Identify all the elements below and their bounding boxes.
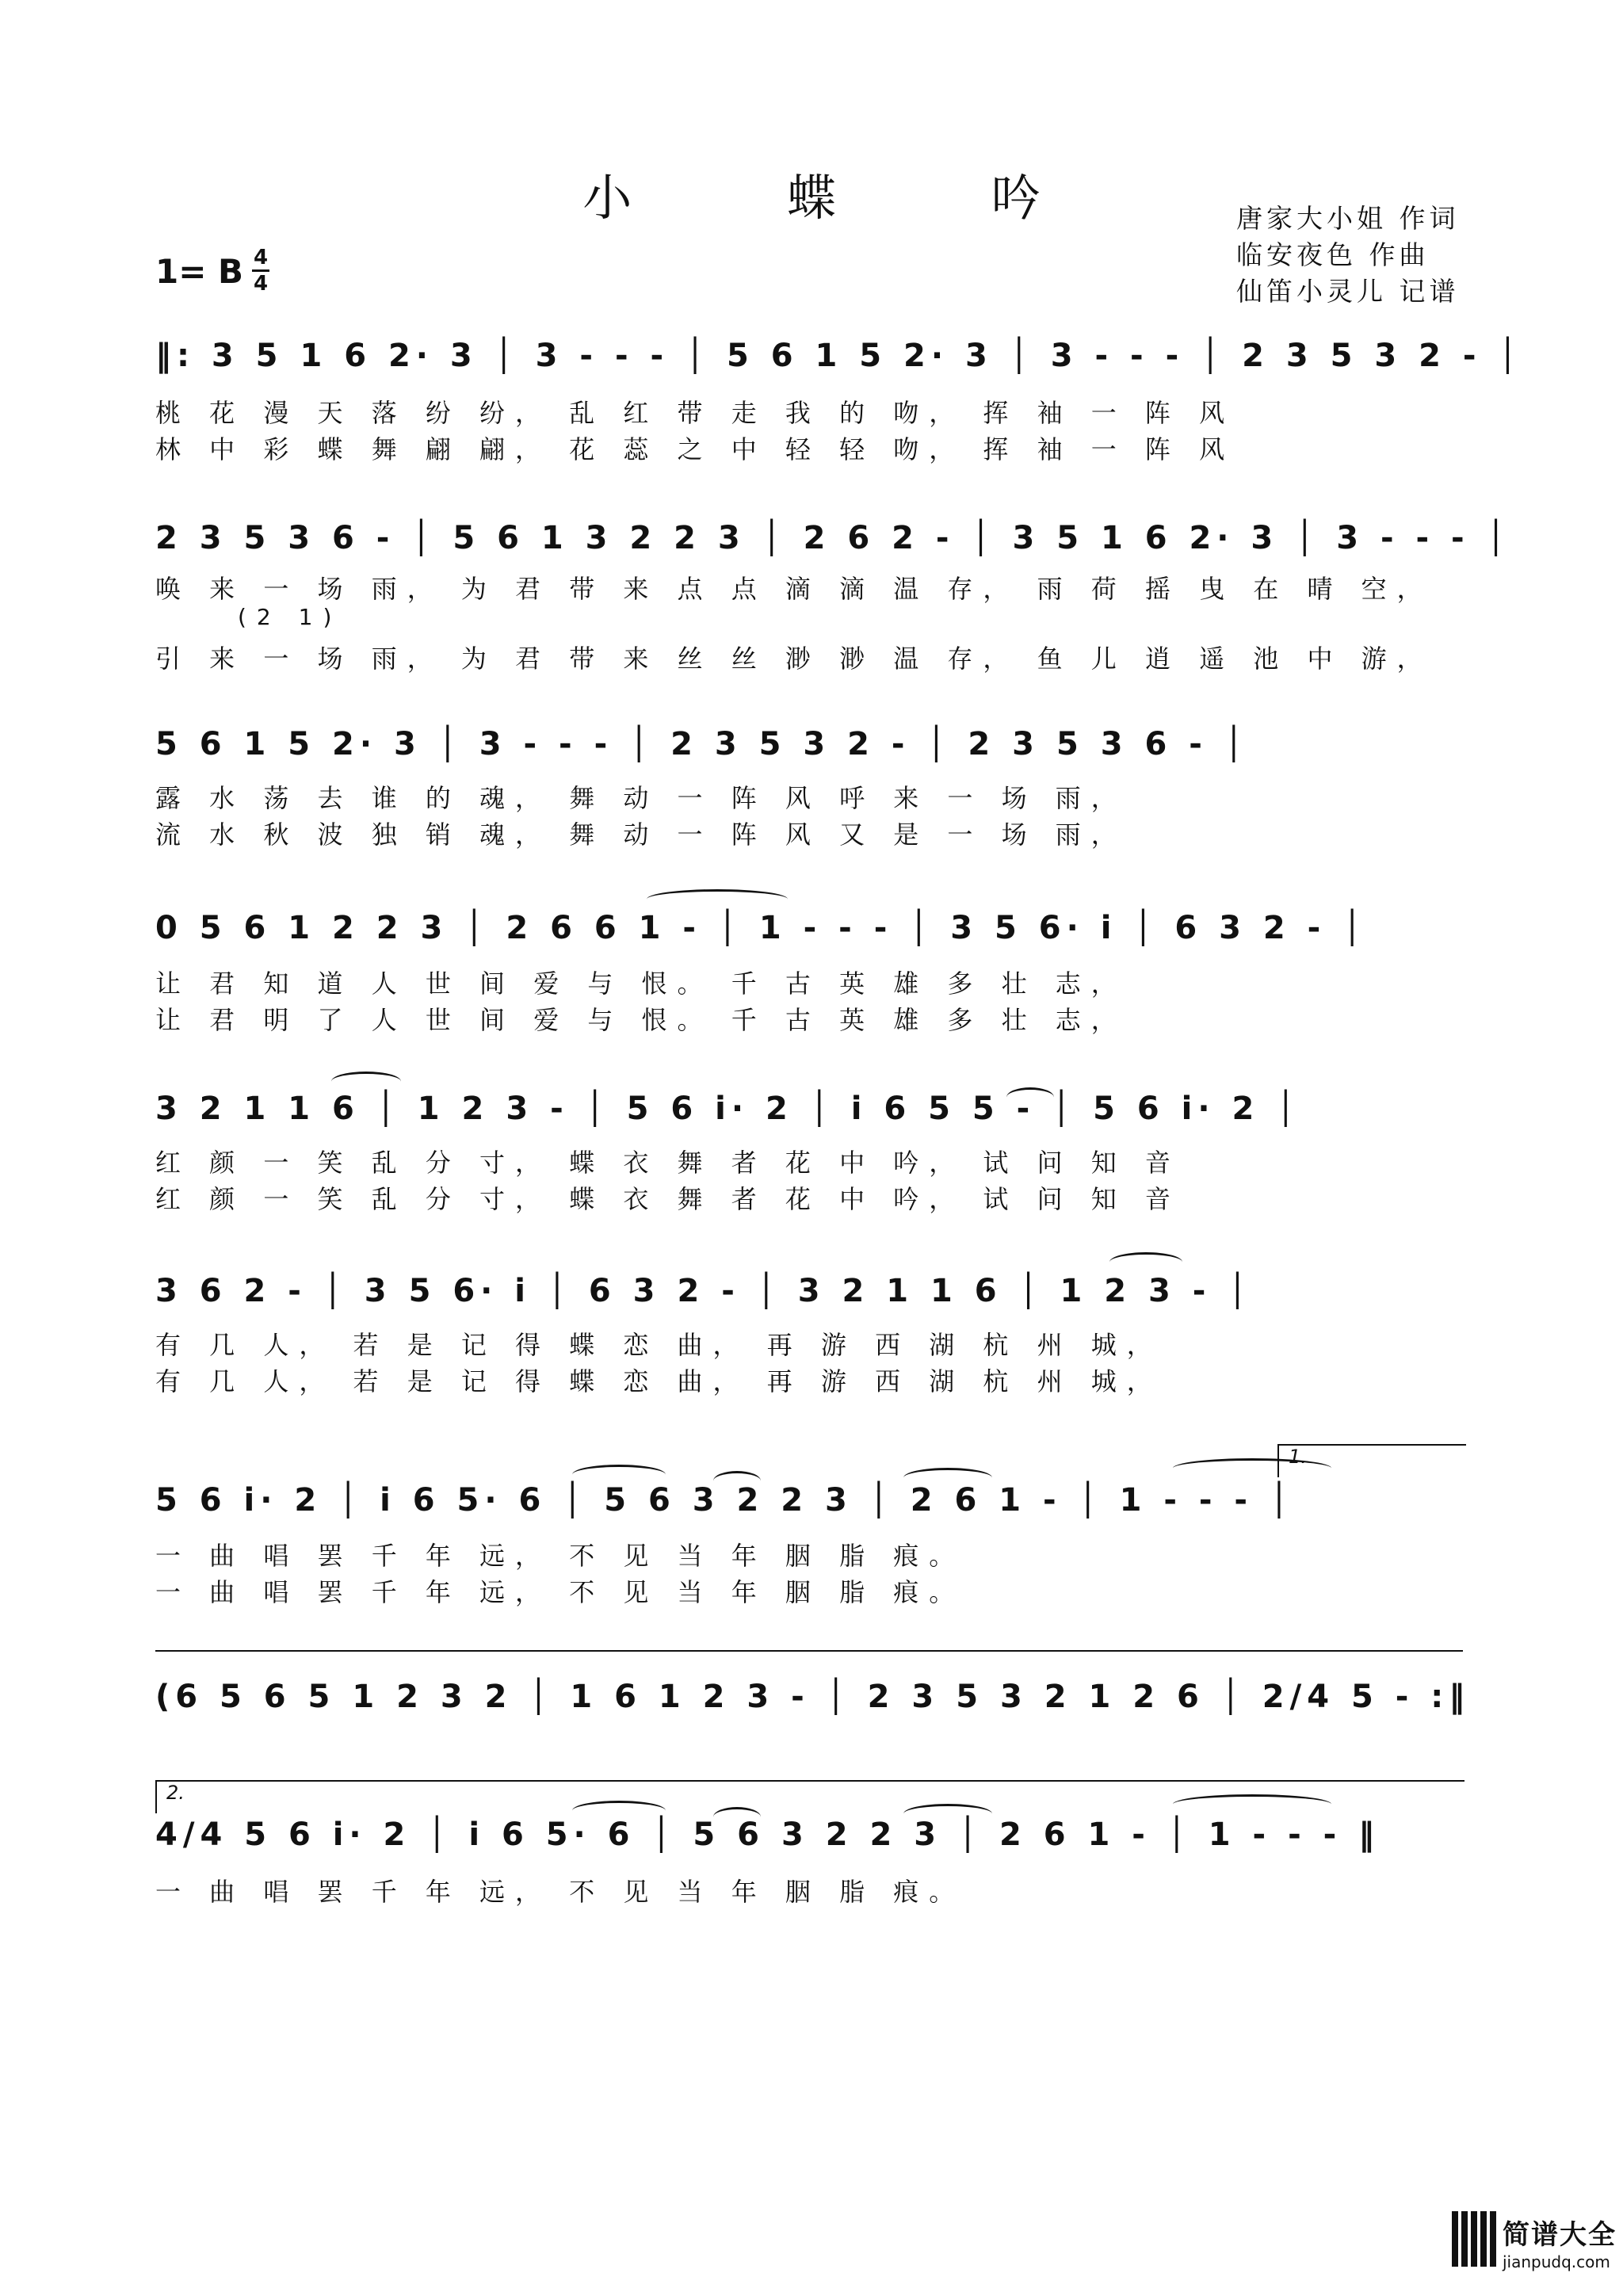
alt-notes: (2 1) bbox=[238, 604, 342, 630]
lyric-verse-2: 让 君 明 了 人 世 间 爱 与 恨。 千 古 英 雄 多 壮 志， bbox=[155, 1005, 1127, 1035]
staff-line bbox=[155, 720, 1468, 783]
notation: ‖: 3 5 1 6 2· 3 │ 3 - - - │ 5 6 1 5 2· 3 │ 3 - - - │ 2 3 5 3 2 - │ bbox=[155, 338, 1523, 374]
notation: 5 6 i· 2 │ i 6 5· 6 │ 5 6 3 2 2 3 │ 2 6 1 - │ 1 - - - │ bbox=[155, 1482, 1295, 1519]
lyric-verse-2: 有 几 人， 若 是 记 得 蝶 恋 曲， 再 游 西 湖 杭 州 城， bbox=[155, 1366, 1163, 1396]
time-signature-top: 4 bbox=[253, 246, 269, 269]
volta-2: 2. bbox=[155, 1780, 1465, 1813]
notation: (6 5 6 5 1 2 3 2 │ 1 6 1 2 3 - │ 2 3 5 3 2 1 2 6 │ 2/4 5 - :‖ bbox=[155, 1679, 1471, 1715]
lyric-verse-2: 一 曲 唱 罢 千 年 远， 不 见 当 年 胭 脂 痕。 bbox=[155, 1577, 965, 1607]
lyric-verse-1: 露 水 荡 去 谁 的 魂， 舞 动 一 阵 风 呼 来 一 场 雨， bbox=[155, 783, 1127, 813]
staff-line bbox=[155, 331, 1523, 395]
volta-1: 1. bbox=[1277, 1444, 1466, 1477]
notation: 4/4 5 6 i· 2 │ i 6 5· 6 │ 5 6 3 2 2 3 │ 2 6 1 - │ 1 - - - ‖ bbox=[155, 1817, 1381, 1853]
lyric-verse-1: 让 君 知 道 人 世 间 爱 与 恨。 千 古 英 雄 多 壮 志， bbox=[155, 968, 1127, 999]
staff-line bbox=[155, 1084, 1468, 1148]
notation: 3 2 1 1 6 │ 1 2 3 - │ 5 6 i· 2 │ i 6 5 5 - │ 5 6 i· 2 │ bbox=[155, 1091, 1301, 1127]
transcriber-credit: 仙笛小灵儿 记谱 bbox=[1236, 276, 1460, 307]
watermark-name: 简谱大全 bbox=[1503, 2219, 1617, 2251]
bracket-line bbox=[155, 1650, 1463, 1652]
time-signature bbox=[252, 247, 269, 294]
lyric-verse-1: 红 颜 一 笑 乱 分 寸， 蝶 衣 舞 者 花 中 吟， 试 问 知 音 bbox=[155, 1148, 1181, 1178]
lyric-verse-2: 引 来 一 场 雨， 为 君 带 来 丝 丝 渺 渺 温 存， 鱼 儿 逍 遥 池 中 游， bbox=[155, 644, 1433, 674]
lyric-verse-2: 林 中 彩 蝶 舞 翩 翩， 花 蕊 之 中 轻 轻 吻， 挥 袖 一 阵 风 bbox=[155, 434, 1235, 464]
time-signature-bottom: 4 bbox=[253, 272, 269, 296]
lyric-verse-1: 唤 来 一 场 雨， 为 君 带 来 点 点 滴 滴 温 存， 雨 荷 摇 曳 在 晴 空， bbox=[155, 574, 1433, 604]
notation: 5 6 1 5 2· 3 │ 3 - - - │ 2 3 5 3 2 - │ 2 3 5 3 6 - │ bbox=[155, 726, 1249, 762]
lyric-verse-1: 有 几 人， 若 是 记 得 蝶 恋 曲， 再 游 西 湖 杭 州 城， bbox=[155, 1330, 1163, 1360]
lyric-verse-1: 桃 花 漫 天 落 纷 纷， 乱 红 带 走 我 的 吻， 挥 袖 一 阵 风 bbox=[155, 398, 1235, 428]
composer-credit: 临安夜色 作曲 bbox=[1236, 239, 1430, 270]
staff-line bbox=[155, 514, 1511, 577]
lyric-verse-2: 红 颜 一 笑 乱 分 寸， 蝶 衣 舞 者 花 中 吟， 试 问 知 音 bbox=[155, 1184, 1181, 1214]
staff-line bbox=[155, 1810, 1468, 1874]
notation: 0 5 6 1 2 2 3 │ 2 6 6 1 - │ 1 - - - │ 3 5 6· i │ 6 3 2 - │ bbox=[155, 910, 1368, 946]
lyric-verse-1: 一 曲 唱 罢 千 年 远， 不 见 当 年 胭 脂 痕。 bbox=[155, 1877, 965, 1907]
lyric-verse-1: 一 曲 唱 罢 千 年 远， 不 见 当 年 胭 脂 痕。 bbox=[155, 1541, 965, 1571]
lyricist-credit: 唐家大小姐 作词 bbox=[1236, 203, 1460, 234]
staff-line bbox=[155, 1266, 1468, 1330]
staff-line bbox=[155, 1672, 1471, 1736]
piano-keys-icon bbox=[1452, 2211, 1498, 2267]
watermark bbox=[1452, 2211, 1618, 2290]
notation: 2 3 5 3 6 - │ 5 6 1 3 2 2 3 │ 2 6 2 - │ 3 5 1 6 2· 3 │ 3 - - - │ bbox=[155, 520, 1511, 556]
staff-line bbox=[155, 904, 1468, 967]
lyric-verse-2: 流 水 秋 波 独 销 魂， 舞 动 一 阵 风 又 是 一 场 雨， bbox=[155, 819, 1127, 850]
key-signature: 1= B bbox=[155, 252, 244, 291]
page-title: 小 蝶 吟 bbox=[582, 169, 1110, 227]
staff-line bbox=[155, 1476, 1468, 1539]
watermark-url: jianpudq.com bbox=[1503, 2252, 1610, 2271]
notation: 3 6 2 - │ 3 5 6· i │ 6 3 2 - │ 3 2 1 1 6 │ 1 2 3 - │ bbox=[155, 1273, 1253, 1309]
